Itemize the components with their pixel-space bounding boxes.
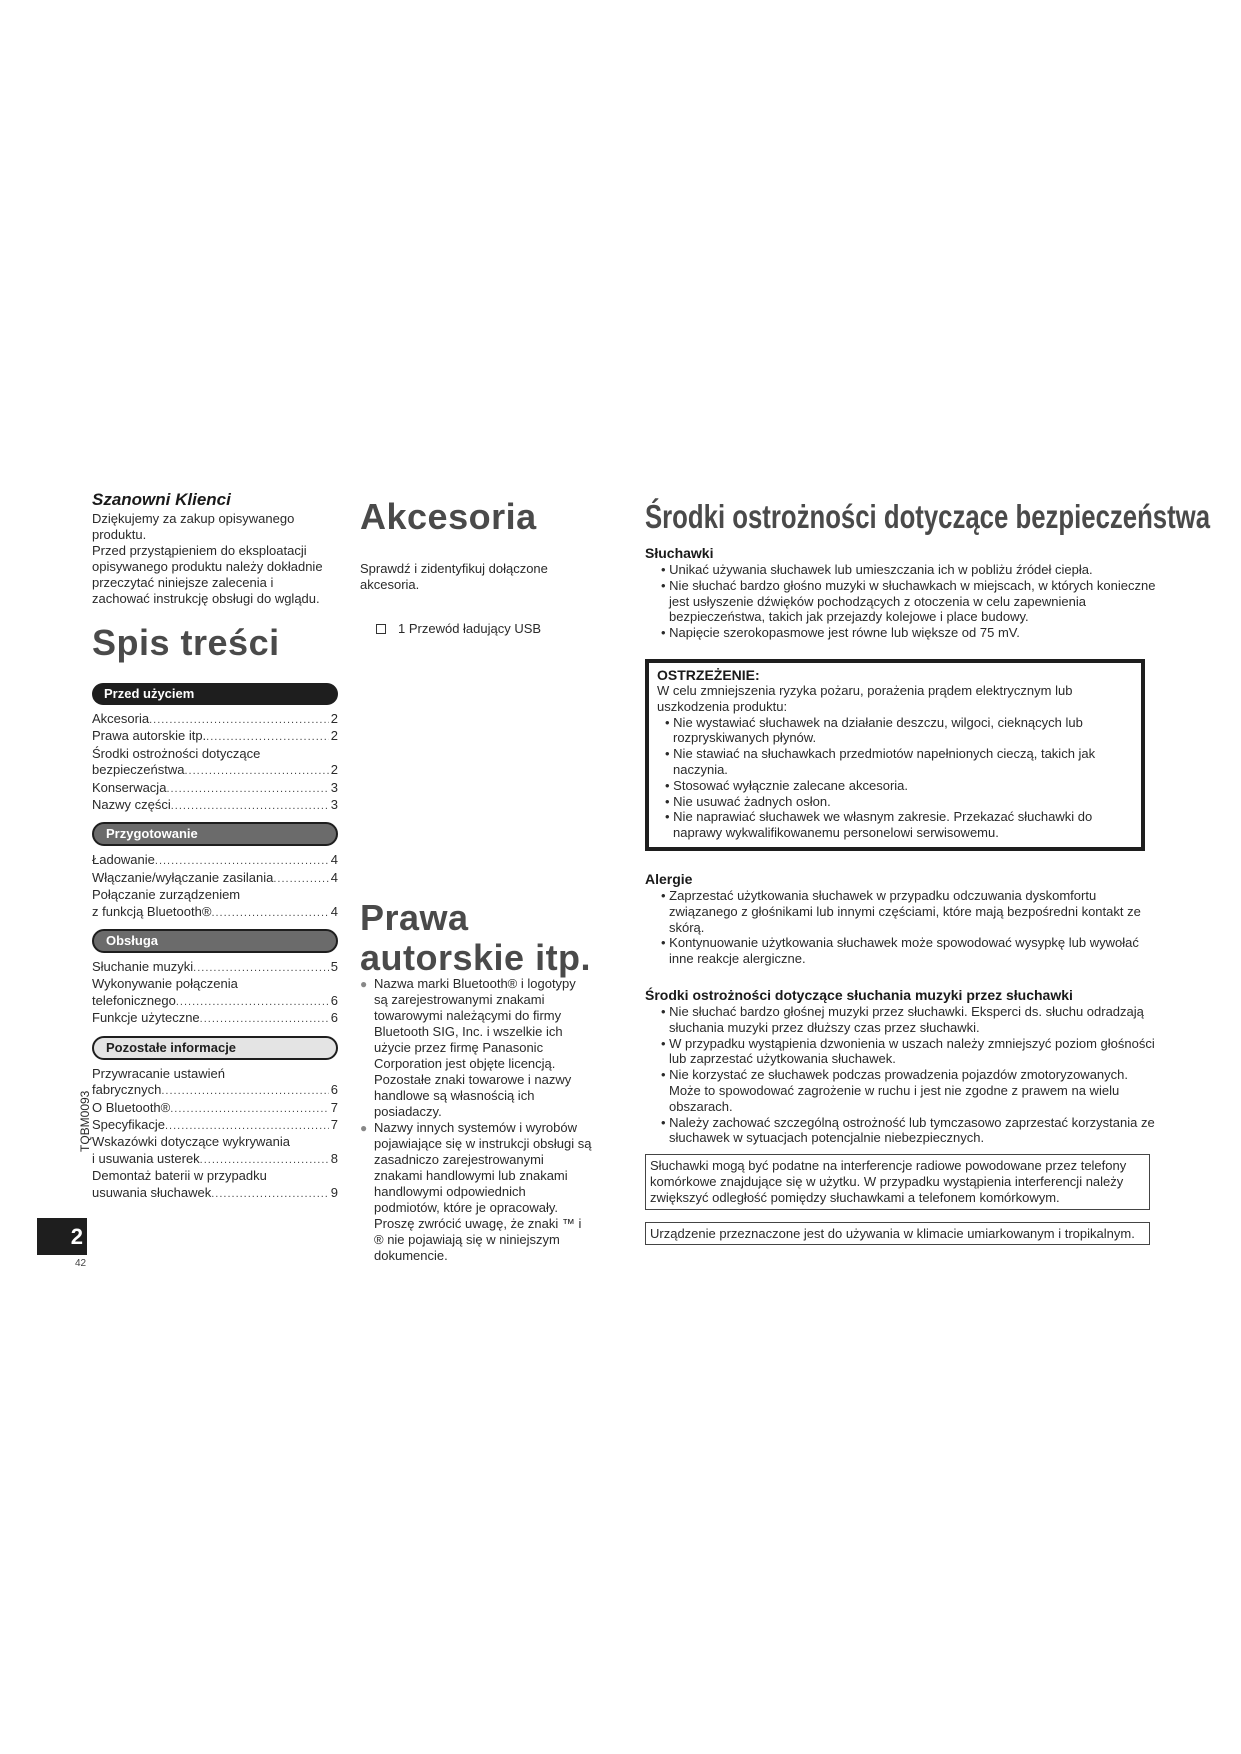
toc-entry-line[interactable]: Wykonywanie połączenia [92, 976, 238, 992]
toc-entry[interactable]: z funkcją Bluetooth® ..... 4 [92, 904, 338, 921]
toc-entry[interactable]: Konserwacja ..... 3 [92, 780, 338, 797]
greeting-line: przeczytać niniejsze zalecenia i [92, 575, 274, 590]
bullet-icon: ● [360, 1121, 368, 1135]
greeting-line: opisywanego produktu należy dokładnie [92, 559, 323, 574]
greeting-line: zachować instrukcję obsługi do wglądu. [92, 591, 320, 606]
toc-entry-line[interactable]: Środki ostrożności dotyczące [92, 745, 261, 761]
warning-box [645, 659, 1145, 851]
headphones-bullet: • Unikać używania słuchawek lub umieszczania ich w pobliżu źródeł ciepła. [661, 562, 1093, 577]
toc-section-label: Pozostałe informacje [92, 1036, 338, 1060]
copyright-item [360, 1120, 592, 1264]
warning-intro: W celu zmniejszenia ryzyka pożaru, porażenia prądem elektrycznym lub uszkodzenia produktu: [657, 682, 1073, 714]
page-sub-number: 42 [75, 1258, 87, 1269]
greeting-line: Dziękujemy za zakup opisywanego [92, 511, 295, 526]
toc-entry-line[interactable]: Połączanie zurządzeniem [92, 887, 241, 903]
toc-entry[interactable]: telefonicznego ..... 6 [92, 993, 338, 1010]
accessories-section [360, 497, 598, 636]
headphones-bullet: • Napięcie szerokopasmowe jest równe lub większe od 75 mV. [661, 625, 1020, 641]
listening-bullet: • Należy zachować szczególną ostrożność lub tymczasowo zaprzestać korzystania ze słuchawek w sytuacjach potencjalnie niebezpiecznych. [661, 1114, 1155, 1146]
document-code: TQBM0093 [78, 1090, 92, 1152]
toc-entry[interactable]: Akcesoria ..... 2 [92, 711, 338, 728]
toc-entry-line[interactable]: Demontaż baterii w przypadku [92, 1168, 267, 1184]
copyright-item-text: Nazwa marki Bluetooth® i logotypy są zarejestrowanymi znakami towarowymi należącymi do firmy Bluetooth SIG, Inc. i wszelkie ich użycie przez firmę Panasonic Corporation jest objęte licencją. Pozostałe znaki towarowe i nazwy handlowe są własnością ich posiadaczy. [374, 976, 576, 1119]
copyright-heading-line: autorskie itp. [360, 937, 592, 978]
accessories-intro-line: Sprawdź i zidentyfikuj dołączone [360, 561, 548, 576]
warning-bullet: • Nie naprawiać słuchawek we własnym zakresie. Przekazać słuchawki do naprawy wykwalifikowanemu personelowi serwisowemu. [665, 809, 1093, 841]
toc-entry[interactable]: Włączanie/wyłączanie zasilania ..... 4 [92, 870, 338, 887]
warning-bullet: • Nie usuwać żadnych osłon. [665, 793, 831, 809]
toc-entry[interactable]: usuwania słuchawek ..... 9 [92, 1185, 338, 1202]
listening-bullet: • W przypadku wystąpienia dzwonienia w uszach należy zmniejszyć poziom głośności lub zaprzestać użytkowania słuchawek. [661, 1035, 1155, 1067]
accessory-item-label: 1 Przewód ładujący USB [398, 621, 542, 636]
toc-section-operation [92, 929, 338, 1028]
accessories-heading: Akcesoria [360, 496, 537, 537]
greeting-title: Szanowni Klienci [92, 490, 231, 509]
allergies-heading: Alergie [645, 870, 693, 887]
allergies-bullet: • Kontynuowanie użytkowania słuchawek może spowodować wysypkę lub wywołać inne reakcje alergiczne. [661, 935, 1139, 967]
copyright-item [360, 976, 592, 1120]
listening-bullet: • Nie korzystać ze słuchawek podczas prowadzenia pojazdów zmotoryzowanych. Może to spowodować zagrożenie w ruchu i jest nie zgodne z prawem na wielu obszarach. [661, 1067, 1128, 1114]
warning-bullet: • Stosować wyłącznie zalecane akcesoria. [665, 777, 909, 793]
toc-entry-line[interactable]: Przywracanie ustawień [92, 1065, 225, 1081]
toc-section-label: Przygotowanie [92, 822, 338, 846]
listening-bullet: • Nie słuchać bardzo głośnej muzyki przez słuchawki. Eksperci ds. słuchu odradzają słuchania muzyki przez dłuższy czas przez słuchawki. [661, 1003, 1144, 1035]
toc-entry[interactable]: Słuchanie muzyki ..... 5 [92, 959, 338, 976]
copyright-item-text: Nazwy innych systemów i wyrobów pojawiające się w instrukcji obsługi są zasadniczo zarejestrowanymi znakami handlowymi lub znakami handlowymi odpowiednich podmiotów, które je opracowały. Proszę zwrócić uwagę, że znaki ™ i ® nie pojawiają się w niniejszym dokumencie. [374, 1120, 592, 1263]
headphones-bullet: • Nie słuchać bardzo głośno muzyki w słuchawkach w miejscach, w których konieczne jest usłyszenie dźwięków pochodzących z otoczenia w celu zapewnienia bezpieczeństwa, takich jak przejazdy kolejowe i place budowy. [661, 577, 1156, 625]
interference-note: Słuchawki mogą być podatne na interferencje radiowe powodowane przez telefony komórkowe znajdujące się w użytku. W przypadku wystąpienia interferencji należy zwiększyć odległość pomiędzy słuchawkami a telefonem komórkowym. [645, 1154, 1150, 1209]
toc-entry[interactable]: fabrycznych ..... 6 [92, 1082, 338, 1099]
toc-entry[interactable]: Funkcje użyteczne ..... 6 [92, 1010, 338, 1027]
toc-entry[interactable]: bezpieczeństwa ..... 2 [92, 762, 338, 779]
toc-section-other-info [92, 1036, 338, 1202]
warning-bullet: • Nie stawiać na słuchawkach przedmiotów napełnionych cieczą, takich jak naczynia. [665, 746, 1096, 777]
greeting-line: produktu. [92, 527, 147, 542]
safety-heading: Środki ostrożności dotyczące bezpieczeństwa [645, 498, 1211, 535]
warning-bullet: • Nie wystawiać słuchawek na działanie deszczu, wilgoci, cieknących lub rozpryskiwanych płynów. [665, 714, 1083, 746]
toc-section-preparation [92, 822, 338, 921]
toc-entry[interactable]: Prawa autorskie itp. ..... 2 [92, 728, 338, 745]
left-column [92, 490, 338, 1202]
checkbox-icon[interactable] [376, 624, 386, 634]
toc-entry[interactable]: Nazwy części ..... 3 [92, 797, 338, 814]
bullet-icon: ● [360, 977, 368, 991]
warning-title: OSTRZEŻENIE: [657, 666, 760, 683]
safety-section [645, 497, 1211, 1245]
toc-entry[interactable]: i usuwania usterek ..... 8 [92, 1151, 338, 1168]
accessory-item [360, 621, 598, 636]
page-number: 2 [37, 1218, 87, 1255]
toc-section-label: Przed użyciem [92, 683, 338, 705]
copyright-list [360, 976, 592, 1264]
accessories-intro-line: akcesoria. [360, 577, 420, 592]
toc-section-label: Obsługa [92, 929, 338, 953]
headphones-heading: Słuchawki [645, 545, 714, 561]
allergies-bullet: • Zaprzestać użytkowania słuchawek w przypadku odczuwania dyskomfortu związanego z głośnikami lub innymi częściami, które mają bezpośredni kontakt ze skórą. [661, 887, 1141, 935]
toc-heading: Spis treści [92, 622, 280, 663]
toc-entry[interactable]: Specyfikacje ..... 7 [92, 1117, 338, 1134]
copyright-heading-line: Prawa [360, 897, 469, 938]
toc-section-before-use [92, 683, 338, 814]
listening-heading: Środki ostrożności dotyczące słuchania muzyki przez słuchawki [645, 986, 1073, 1003]
greeting-line: Przed przystąpieniem do eksploatacji [92, 543, 307, 558]
climate-note: Urządzenie przeznaczone jest do używania w klimacie umiarkowanym i tropikalnym. [645, 1222, 1150, 1246]
copyright-heading [360, 898, 610, 978]
toc-entry[interactable]: O Bluetooth® ..... 7 [92, 1100, 338, 1117]
toc-entry-line[interactable]: Wskazówki dotyczące wykrywania [92, 1134, 290, 1150]
toc-entry[interactable]: Ładowanie ..... 4 [92, 852, 338, 869]
